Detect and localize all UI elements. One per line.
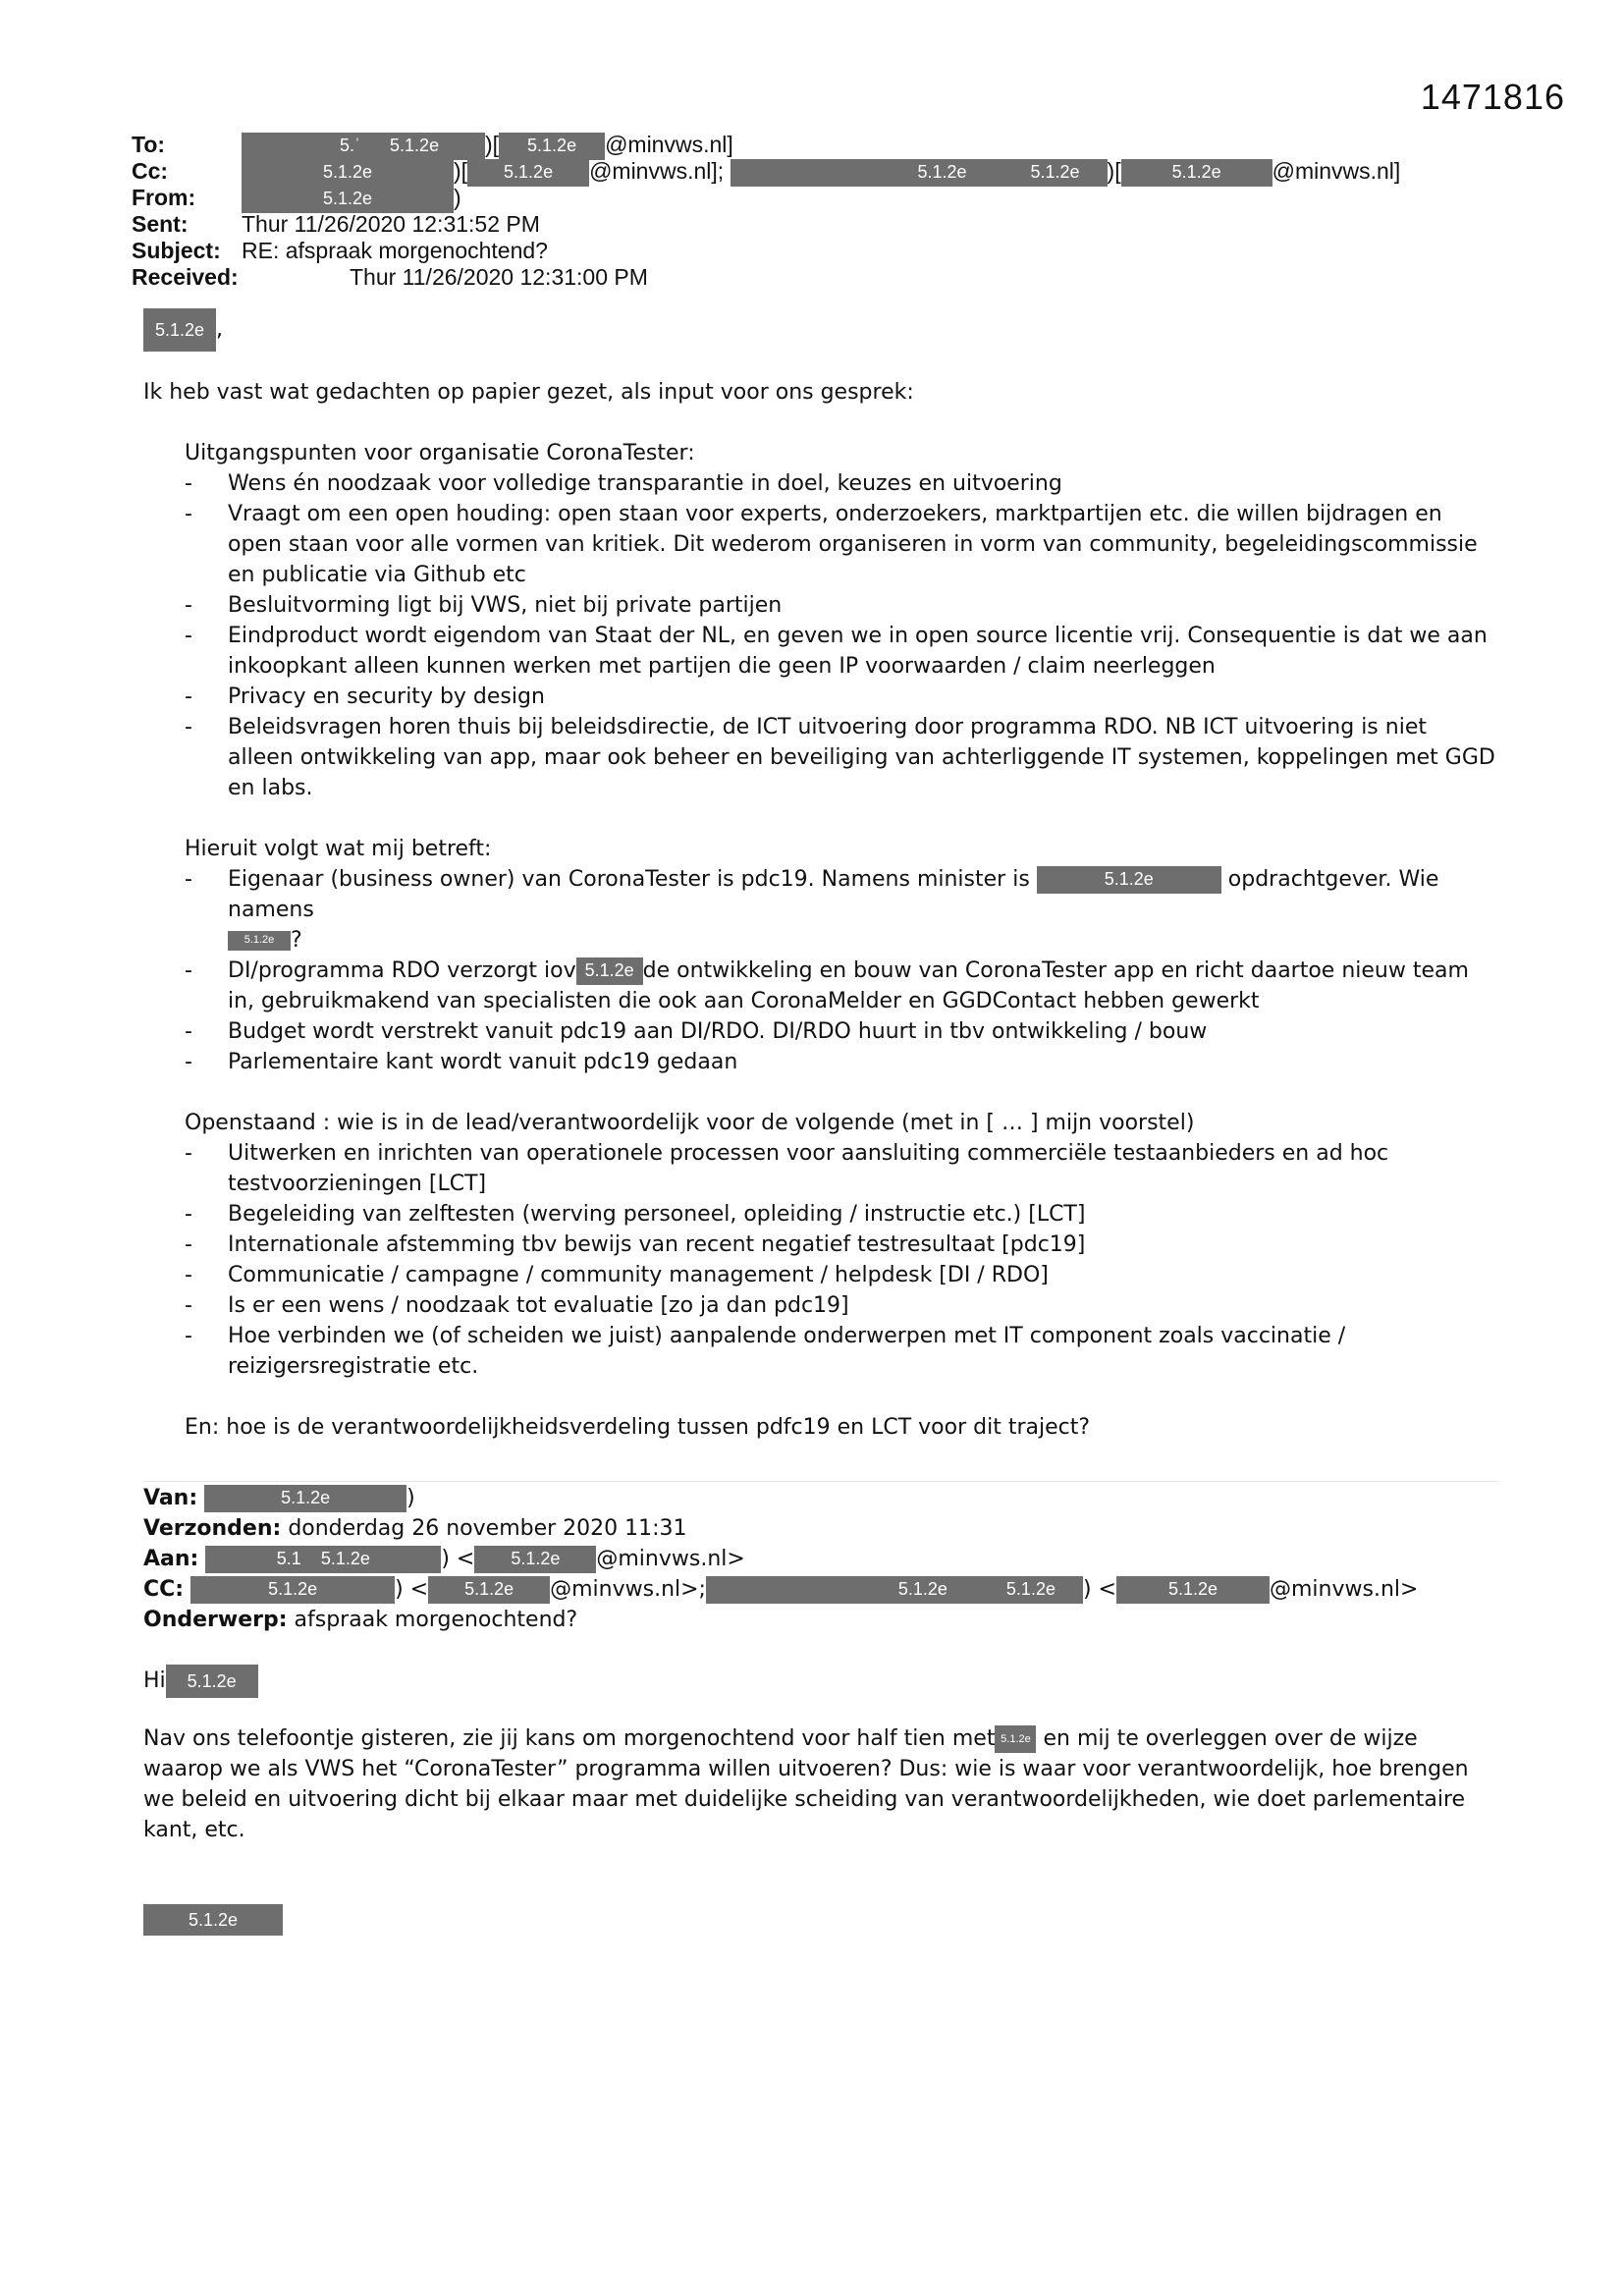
section-title: Uitgangspunten voor organisatie CoronaTester: xyxy=(185,441,695,465)
bracket: )[ xyxy=(485,132,500,157)
from-label: From: xyxy=(132,185,196,210)
redaction-block xyxy=(242,133,485,160)
email-domain: @minvws.nl> xyxy=(596,1547,745,1571)
redaction-block: 5.1.2e xyxy=(143,308,216,352)
redaction-block: 5.1.2e xyxy=(204,1485,406,1512)
redaction-block: 5.1.2e xyxy=(242,159,454,187)
van-row xyxy=(143,1483,1498,1513)
redaction-code: 5.1.2e xyxy=(320,1549,370,1568)
list-item-text: de ontwikkeling en bouw van CoronaTester app en richt daartoe nieuw team in, gebruikmakend van specialisten die ook aan CoronaMelder en GGDContact hebben gewerkt xyxy=(228,958,1469,1013)
aan-label: Aan: xyxy=(143,1547,199,1571)
message-body xyxy=(143,377,1498,1443)
onderwerp-row xyxy=(143,1605,1498,1635)
list-item: - Uitwerken en inrichten van operationele processen voor aansluiting commerciële testaanbieders en ad hoc testvoorzieningen [LCT] xyxy=(185,1138,1498,1199)
redaction-block: 5.1.2e xyxy=(1116,1576,1270,1604)
list-item: - Parlementaire kant wordt vanuit pdc19 gedaan xyxy=(185,1047,1498,1077)
received-value: Thur 11/26/2020 12:31:00 PM xyxy=(350,264,648,290)
list-item: - Privacy en security by design xyxy=(185,682,1498,712)
sent-value: Thur 11/26/2020 12:31:52 PM xyxy=(242,211,540,237)
redaction-code: 5.1 xyxy=(276,1549,301,1568)
redaction-block: 5.1.2e xyxy=(467,159,589,187)
bracket: ) xyxy=(406,1486,415,1510)
cc-row xyxy=(143,1574,1498,1605)
redaction-block xyxy=(706,1576,1083,1604)
list-item-text: opdrachtgever. Wie namens xyxy=(228,867,1439,922)
section-title: Hieruit volgt wat mij betreft: xyxy=(185,837,492,861)
list-item: - Budget wordt verstrekt vanuit pdc19 aan DI/RDO. DI/RDO huurt in tbv ontwikkeling / bouw xyxy=(185,1016,1498,1047)
document-number: 1471816 xyxy=(1420,77,1565,117)
list-item: - Begeleiding van zelftesten (werving personeel, opleiding / instructie etc.) [LCT] xyxy=(185,1199,1498,1230)
section-open-questions xyxy=(185,1108,1498,1382)
verzonden-row xyxy=(143,1513,1498,1544)
email-domain: @minvws.nl> xyxy=(1269,1577,1419,1602)
redaction-block: 5.1.2e xyxy=(474,1546,596,1573)
redaction-block: 5.1.2e xyxy=(576,957,643,985)
email-domain: @minvws.nl] xyxy=(1272,158,1401,184)
message-text: en mij te overleggen over de wijze waarop we als VWS het “CoronaTester” programma willen uitvoeren? Dus: wie is waar voor verantwoordelijk, hoe brengen we beleid en uitvoering dicht bij elkaar maar met duidelijke scheiding van verantwoordelijkheden, wie doet parlementaire kant, etc. xyxy=(143,1726,1469,1842)
subject-label: Subject: xyxy=(132,238,221,263)
redaction-code: 5.1.2e xyxy=(390,135,440,155)
list-item: - Hoe verbinden we (of scheiden we juist) aanpalende onderwerpen met IT component zoals vaccinatie / reizigersregistratie etc. xyxy=(185,1321,1498,1382)
cc-value xyxy=(242,158,1400,187)
redaction-code: 5.ˈ xyxy=(340,135,361,155)
list-item-text: DI/programma RDO verzorgt iov xyxy=(228,958,576,983)
bracket: ) xyxy=(454,185,461,210)
received-label: Received: xyxy=(132,264,239,290)
bracket: ) < xyxy=(441,1547,475,1571)
redaction-code: 5.1.2e xyxy=(1030,161,1080,182)
list-item xyxy=(185,864,1498,956)
sent-label: Sent: xyxy=(132,211,189,237)
redaction-block: 5.1.2e xyxy=(428,1576,550,1604)
open-questions-list xyxy=(185,1138,1498,1382)
closing-question: En: hoe is de verantwoordelijkheidsverdeling tussen pdfc19 en LCT voor dit traject? xyxy=(185,1415,1091,1440)
redaction-block: 5.1.2e xyxy=(190,1576,395,1604)
original-message-text xyxy=(143,1723,1498,1845)
intro-paragraph: Ik heb vast wat gedachten op papier gezet, als input voor ons gesprek: xyxy=(143,380,914,405)
email-domain: @minvws.nl] xyxy=(605,132,733,157)
redaction-block xyxy=(205,1546,441,1573)
redaction-code: 5.1.2e xyxy=(1005,1579,1056,1599)
signature xyxy=(143,1904,1498,1936)
to-label: To: xyxy=(132,132,166,157)
section-consequences xyxy=(185,834,1498,1077)
redaction-block: 5.1.2e xyxy=(499,133,605,160)
message-separator xyxy=(143,1481,1498,1482)
list-item-text: Eigenaar (business owner) van CoronaTester is pdc19. Namens minister is xyxy=(228,867,1030,892)
cc-label: CC: xyxy=(143,1577,185,1602)
redaction-block: 5.1.2e xyxy=(242,186,454,213)
aan-row xyxy=(143,1544,1498,1574)
greeting-suffix: , xyxy=(216,317,223,342)
list-item: - Is er een wens / noodzaak tot evaluatie [zo ja dan pdc19] xyxy=(185,1290,1498,1321)
greeting-word: Hi xyxy=(143,1668,166,1693)
van-label: Van: xyxy=(143,1486,198,1510)
redaction-block: 5.1.2e xyxy=(1037,866,1221,894)
redaction-block xyxy=(731,159,1108,187)
subject-value: RE: afspraak morgenochtend? xyxy=(242,238,548,263)
redaction-code: 5.1.2e xyxy=(897,1579,947,1599)
redaction-block: 5.1.2e xyxy=(143,1904,283,1936)
hi-greeting xyxy=(143,1665,1498,1698)
bracket: ) < xyxy=(1082,1577,1116,1602)
original-message xyxy=(143,1483,1498,1936)
verzonden-label: Verzonden: xyxy=(143,1516,282,1541)
verzonden-value: donderdag 26 november 2020 11:31 xyxy=(288,1516,687,1541)
message-text: Nav ons telefoontje gisteren, zie jij kans om morgenochtend voor half tien met xyxy=(143,1726,996,1751)
greeting xyxy=(143,308,223,352)
bracket: )[ xyxy=(1107,158,1121,184)
list-item xyxy=(185,956,1498,1016)
list-item: - Beleidsvragen horen thuis bij beleidsdirectie, de ICT uitvoering door programma RDO. NB ICT uitvoering is niet alleen ontwikkeling van app, maar ook beheer en beveiliging van achterliggende IT systemen, koppelingen met GGD en labs. xyxy=(185,712,1498,803)
redaction-code: 5.1.2e xyxy=(917,161,967,182)
redaction-block: 5.1.2e xyxy=(228,931,291,951)
onderwerp-label: Onderwerp: xyxy=(143,1608,288,1632)
redaction-block: 5.1.2e xyxy=(995,1725,1036,1753)
list-item-text: ? xyxy=(291,928,302,953)
principles-list xyxy=(185,468,1498,803)
list-item: - Vraagt om een open houding: open staan voor experts, onderzoekers, marktpartijen etc. die willen bijdragen en open staan voor alle vormen van kritiek. Dit wederom organiseren in vorm van community, begeleidingscommissie en publicatie via Github etc xyxy=(185,499,1498,590)
email-domain: @minvws.nl]; xyxy=(589,158,725,184)
cc-label: Cc: xyxy=(132,158,169,184)
section-title: Openstaand : wie is in de lead/verantwoordelijk voor de volgende (met in [ … ] mijn voorstel) xyxy=(185,1111,1195,1135)
redaction-block: 5.1.2e xyxy=(1121,159,1272,187)
email-domain: @minvws.nl>; xyxy=(550,1577,706,1602)
bracket: ) < xyxy=(395,1577,429,1602)
onderwerp-value: afspraak morgenochtend? xyxy=(294,1608,578,1632)
to-value xyxy=(242,132,733,160)
list-item: - Eindproduct wordt eigendom van Staat der NL, en geven we in open source licentie vrij. Consequentie is dat we aan inkoopkant alleen kunnen werken met partijen die geen IP voorwaarden / claim neerleggen xyxy=(185,621,1498,682)
redaction-block: 5.1.2e xyxy=(166,1665,258,1698)
list-item: - Internationale afstemming tbv bewijs van recent negatief testresultaat [pdc19] xyxy=(185,1230,1498,1260)
from-value xyxy=(242,185,461,213)
list-item: - Besluitvorming ligt bij VWS, niet bij private partijen xyxy=(185,590,1498,621)
consequences-list xyxy=(185,864,1498,1077)
list-item: - Communicatie / campagne / community management / helpdesk [DI / RDO] xyxy=(185,1260,1498,1290)
bracket: )[ xyxy=(454,158,468,184)
list-item: - Wens én noodzaak voor volledige transparantie in doel, keuzes en uitvoering xyxy=(185,468,1498,499)
section-principles xyxy=(185,438,1498,803)
